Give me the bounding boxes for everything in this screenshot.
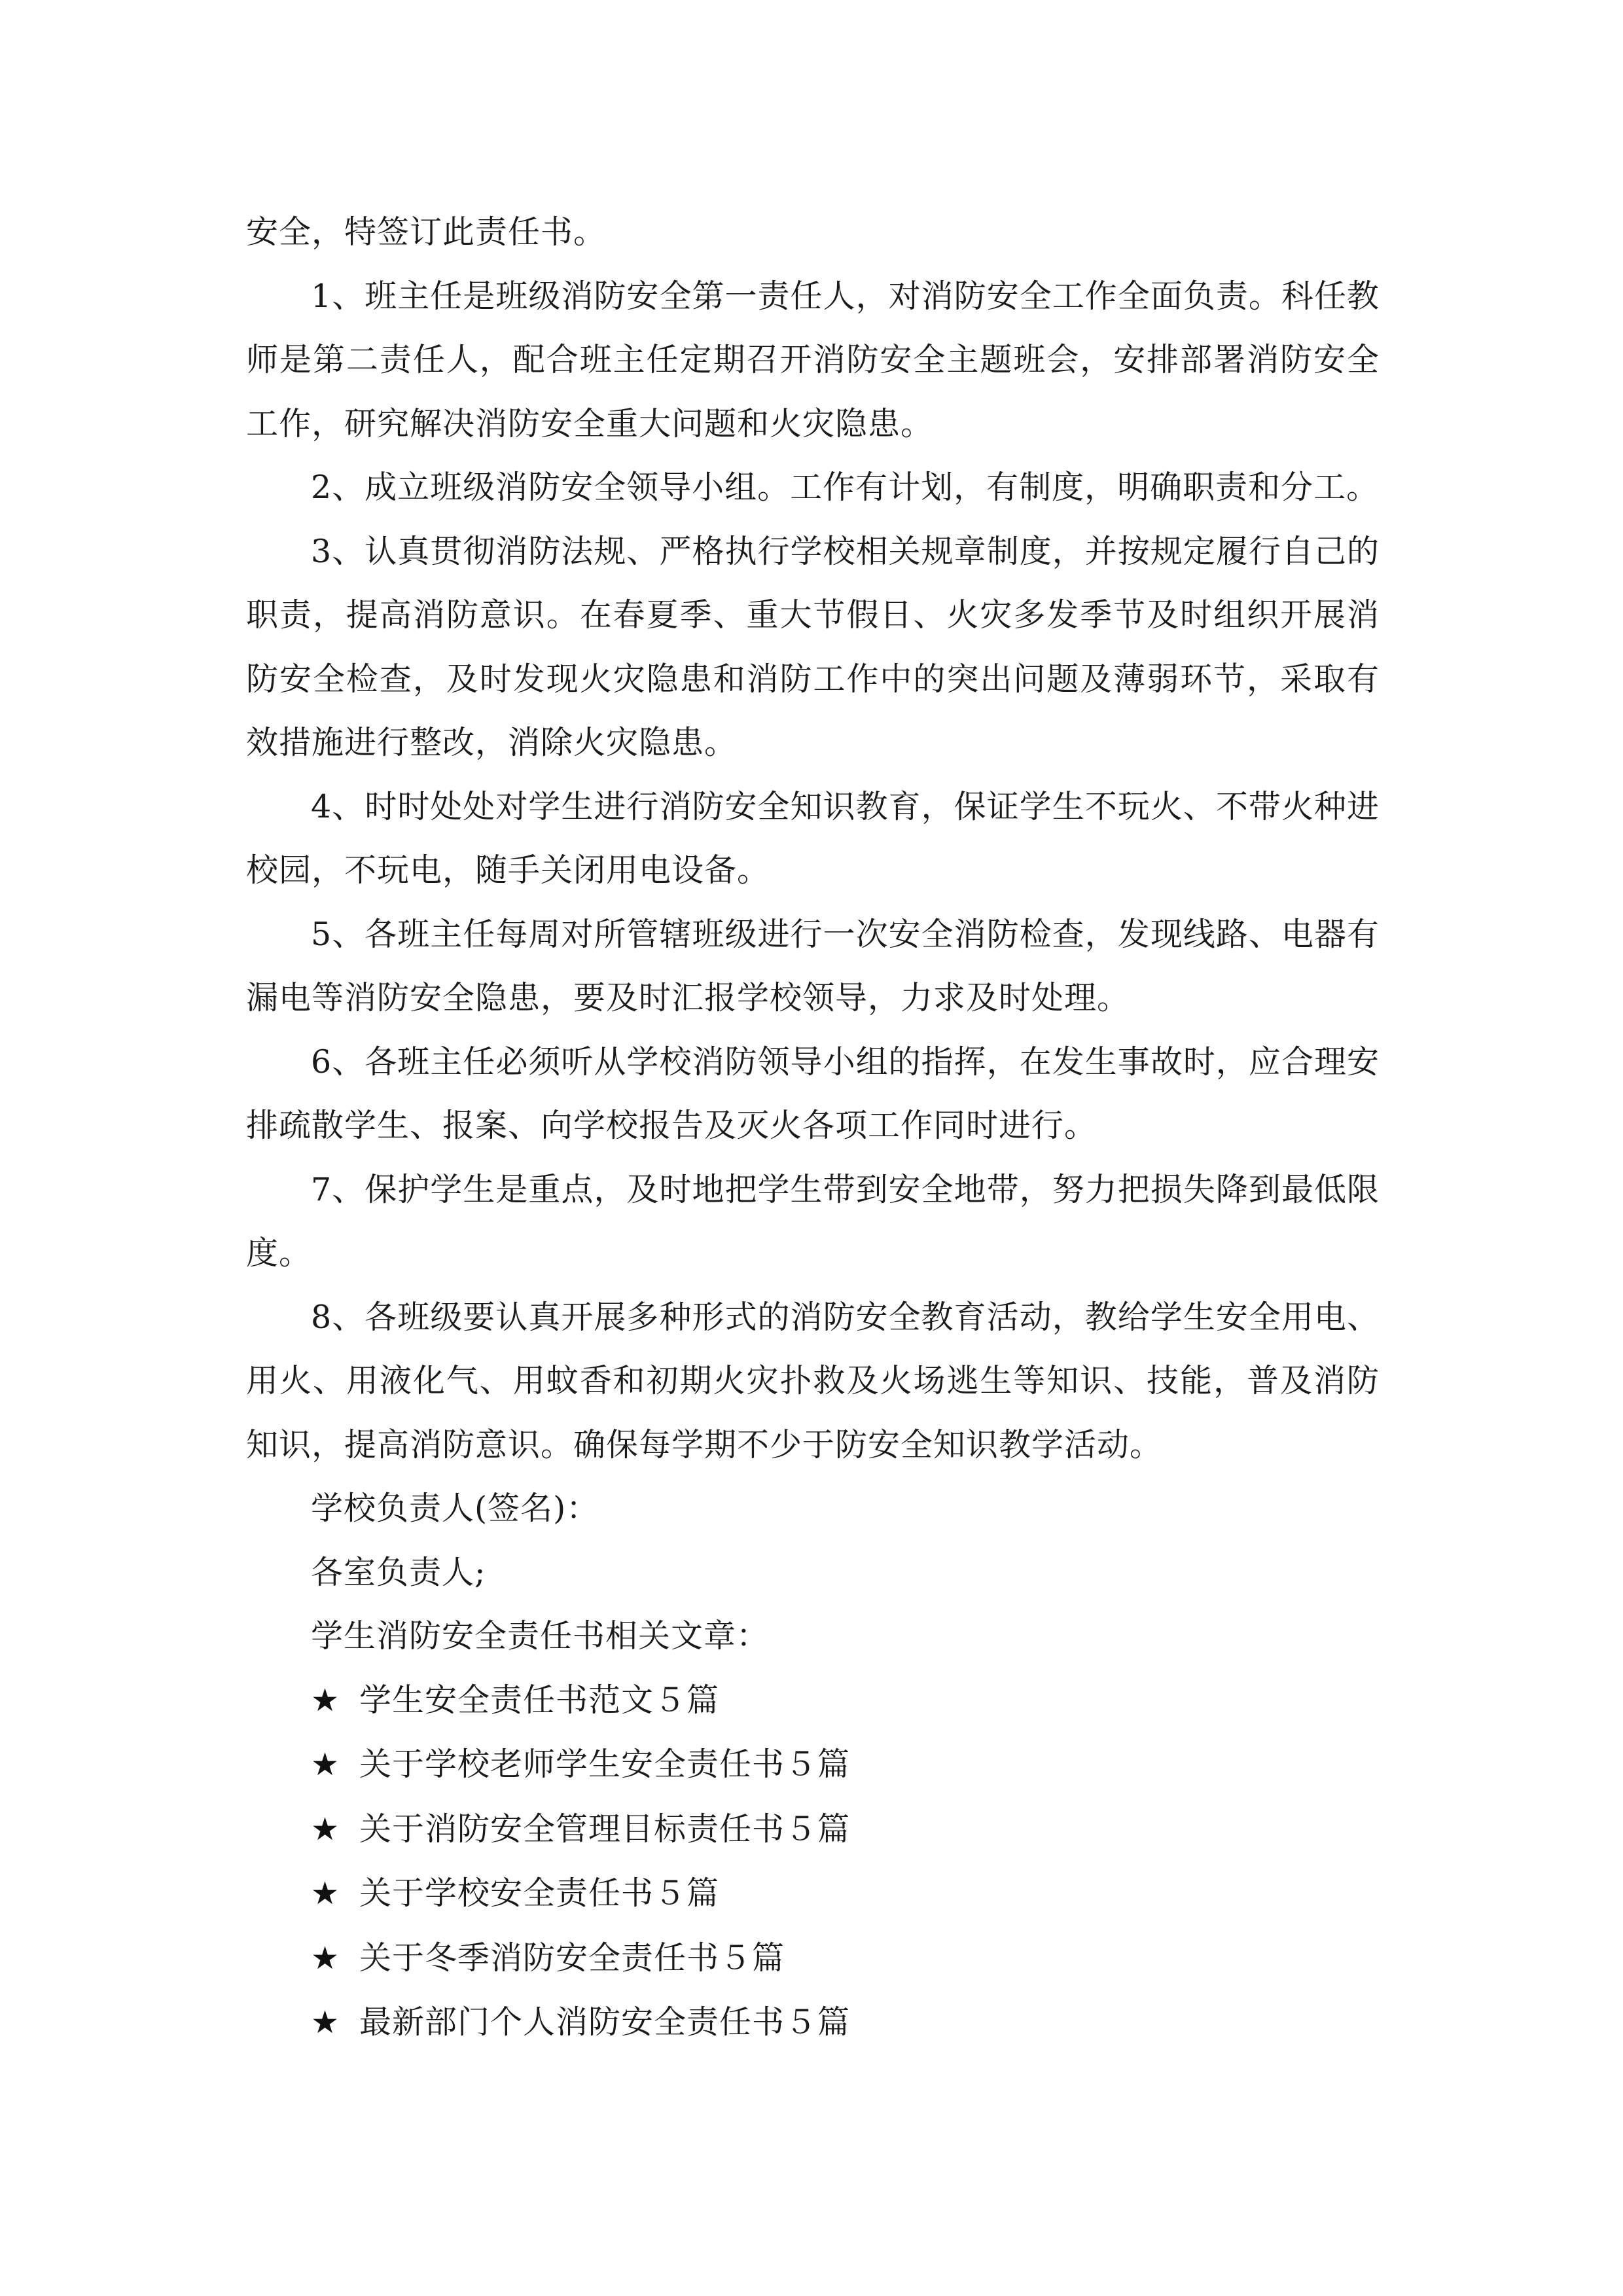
clause-8: 8、各班级要认真开展多种形式的消防安全教育活动，教给学生安全用电、用火、用液化气、用蚊香和初期火灾扑救及火场逃生等知识、技能，普及消防知识，提高消防意识。确保每学期不少于防安全知识教学活动。 <box>246 1298 1380 1463</box>
related-article-link[interactable] <box>246 1926 1380 1991</box>
related-articles-heading: 学生消防安全责任书相关文章： <box>311 1617 770 1655</box>
clause-5: 5、各班主任每周对所管辖班级进行一次安全消防检查，发现线路、电器有漏电等消防安全隐患，要及时汇报学校领导，力求及时处理。 <box>246 915 1380 1016</box>
school-leader-signature: 学校负责人(签名)： <box>311 1490 599 1527</box>
star-icon: ★ <box>311 1746 340 1783</box>
opening-line: 安全，特签订此责任书。 <box>246 213 607 251</box>
star-icon: ★ <box>311 1939 340 1977</box>
document-body <box>246 200 1380 2055</box>
clause-7: 7、保护学生是重点，及时地把学生带到安全地带，努力把损失降到最低限度。 <box>246 1170 1380 1272</box>
clause-1: 1、班主任是班级消防安全第一责任人，对消防安全工作全面负责。科任教师是第二责任人，配合班主任定期召开消防安全主题班会，安排部署消防安全工作，研究解决消防安全重大问题和火灾隐患。 <box>246 277 1380 442</box>
related-article-link[interactable] <box>246 1990 1380 2055</box>
related-article-link[interactable] <box>246 1668 1380 1733</box>
related-article-link[interactable] <box>246 1732 1380 1797</box>
related-article-title: 关于冬季消防安全责任书５篇 <box>359 1939 785 1977</box>
related-article-link[interactable] <box>246 1797 1380 1862</box>
star-icon: ★ <box>311 1810 340 1848</box>
related-articles-list <box>246 1668 1380 2055</box>
related-article-title: 关于消防安全管理目标责任书５篇 <box>359 1810 851 1848</box>
related-article-link[interactable] <box>246 1861 1380 1926</box>
related-article-title: 关于学校安全责任书５篇 <box>359 1874 720 1912</box>
office-leader-signature: 各室负责人; <box>311 1553 486 1591</box>
clause-4: 4、时时处处对学生进行消防安全知识教育，保证学生不玩火、不带火种进校园，不玩电，随手关闭用电设备。 <box>246 787 1380 889</box>
related-article-title: 关于学校老师学生安全责任书５篇 <box>359 1746 851 1783</box>
clause-3: 3、认真贯彻消防法规、严格执行学校相关规章制度，并按规定履行自己的职责，提高消防意识。在春夏季、重大节假日、火灾多发季节及时组织开展消防安全检查，及时发现火灾隐患和消防工作中的突出问题及薄弱环节，采取有效措施进行整改，消除火灾隐患。 <box>246 532 1380 761</box>
related-article-title: 学生安全责任书范文５篇 <box>359 1681 720 1719</box>
star-icon: ★ <box>311 2004 340 2041</box>
star-icon: ★ <box>311 1681 340 1719</box>
related-article-title: 最新部门个人消防安全责任书５篇 <box>359 2003 851 2041</box>
star-icon: ★ <box>311 1875 340 1912</box>
clause-2: 2、成立班级消防安全领导小组。工作有计划，有制度，明确职责和分工。 <box>311 469 1380 506</box>
clause-6: 6、各班主任必须听从学校消防领导小组的指挥，在发生事故时，应合理安排疏散学生、报案、向学校报告及灭火各项工作同时进行。 <box>246 1043 1380 1144</box>
